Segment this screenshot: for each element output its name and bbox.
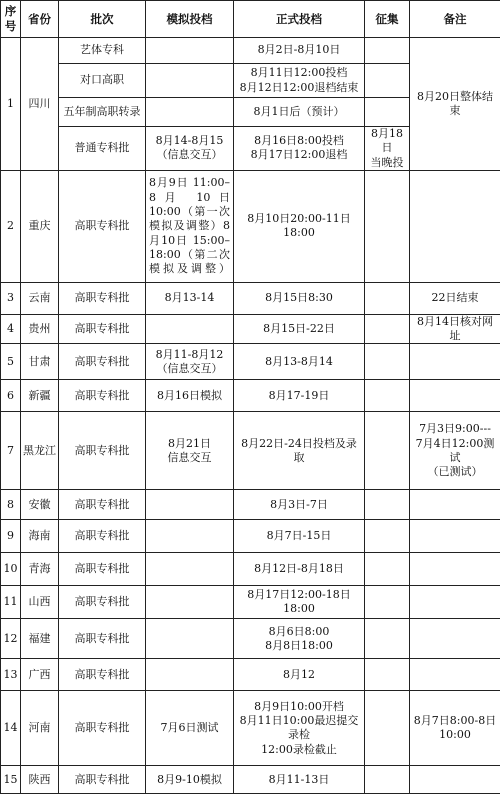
row-batch: 艺体专科 — [59, 38, 146, 64]
row-formal: 8月9日10:00开档 8月11日10:00最迟提交 录检 12:00录检截止 — [234, 691, 365, 766]
row-collect: 8月18日 当晚投 — [365, 127, 410, 171]
row-formal: 8月12 — [234, 659, 365, 691]
row-note — [410, 380, 500, 412]
row-note: 8月7日8:00-8日 10:00 — [410, 691, 500, 766]
row-formal: 8月17日12:00-18日18:00 — [234, 586, 365, 619]
row-formal: 8月16日8:00投档 8月17日12:00退档 — [234, 127, 365, 171]
row-index: 15 — [1, 766, 21, 794]
row-batch: 高职专科批 — [59, 691, 146, 766]
row-batch: 高职专科批 — [59, 314, 146, 344]
table-row — [1, 553, 500, 586]
row-mock — [146, 659, 234, 691]
row-note: 22日结束 — [410, 282, 500, 314]
row-collect — [365, 170, 410, 282]
row-note — [410, 490, 500, 520]
row-note: 8月14日核对网址 — [410, 314, 500, 344]
row-formal: 8月11-13日 — [234, 766, 365, 794]
row-collect — [365, 380, 410, 412]
row-batch: 高职专科批 — [59, 619, 146, 659]
row-collect — [365, 412, 410, 490]
row-note — [410, 553, 500, 586]
row-formal: 8月13-8月14 — [234, 344, 365, 380]
row-batch: 高职专科批 — [59, 380, 146, 412]
row-note — [410, 766, 500, 794]
row-collect — [365, 64, 410, 98]
row-batch: 高职专科批 — [59, 170, 146, 282]
row-collect — [365, 98, 410, 127]
header-province: 省份 — [21, 1, 59, 38]
row-collect — [365, 282, 410, 314]
row-collect — [365, 344, 410, 380]
row-province: 青海 — [21, 553, 59, 586]
row-province: 新疆 — [21, 380, 59, 412]
row-formal: 8月2日-8月10日 — [234, 38, 365, 64]
row-mock — [146, 64, 234, 98]
row-province: 福建 — [21, 619, 59, 659]
row-mock: 8月21日 信息交互 — [146, 412, 234, 490]
row-formal: 8月15日8:30 — [234, 282, 365, 314]
row-batch: 普通专科批 — [59, 127, 146, 171]
row-mock: 7月6日测试 — [146, 691, 234, 766]
row-mock — [146, 586, 234, 619]
row-index: 1 — [1, 38, 21, 171]
row-mock: 8月14-8月15 （信息交互） — [146, 127, 234, 171]
row-mock — [146, 553, 234, 586]
row-batch: 对口高职 — [59, 64, 146, 98]
row-mock — [146, 38, 234, 64]
row-province: 广西 — [21, 659, 59, 691]
row-mock — [146, 98, 234, 127]
header-index: 序号 — [1, 1, 21, 38]
row-batch: 五年制高职转录 — [59, 98, 146, 127]
row-index: 7 — [1, 412, 21, 490]
table-row — [1, 412, 500, 490]
header-row — [1, 1, 500, 38]
row-mock: 8月9日 11:00–8月 10日 10:00（第一次模拟及调整）8月10日 15:00–18:00（第二次模拟及调整） — [146, 170, 234, 282]
row-formal: 8月7日-15日 — [234, 520, 365, 553]
row-formal: 8月3日-7日 — [234, 490, 365, 520]
row-note — [410, 344, 500, 380]
row-formal: 8月15日-22日 — [234, 314, 365, 344]
row-batch: 高职专科批 — [59, 490, 146, 520]
table-row — [1, 619, 500, 659]
row-collect — [365, 553, 410, 586]
table-row — [1, 380, 500, 412]
row-formal: 8月11日12:00投档 8月12日12:00退档结束 — [234, 64, 365, 98]
row-index: 2 — [1, 170, 21, 282]
row-index: 8 — [1, 490, 21, 520]
row-index: 4 — [1, 314, 21, 344]
row-index: 6 — [1, 380, 21, 412]
row-formal: 8月22日-24日投档及录取 — [234, 412, 365, 490]
row-note: 8月20日整体结束 — [410, 38, 500, 171]
row-province: 云南 — [21, 282, 59, 314]
row-note — [410, 659, 500, 691]
header-collect: 征集 — [365, 1, 410, 38]
row-formal: 8月17-19日 — [234, 380, 365, 412]
row-collect — [365, 586, 410, 619]
header-batch: 批次 — [59, 1, 146, 38]
row-province: 四川 — [21, 38, 59, 171]
row-mock: 8月13-14 — [146, 282, 234, 314]
row-province: 甘肃 — [21, 344, 59, 380]
table-row — [1, 490, 500, 520]
table-row — [1, 586, 500, 619]
row-province: 河南 — [21, 691, 59, 766]
row-collect — [365, 490, 410, 520]
row-collect — [365, 659, 410, 691]
row-index: 9 — [1, 520, 21, 553]
row-formal: 8月6日8:00 8月8日18:00 — [234, 619, 365, 659]
row-collect — [365, 691, 410, 766]
table-row — [1, 282, 500, 314]
header-formal: 正式投档 — [234, 1, 365, 38]
row-mock: 8月11-8月12 （信息交互） — [146, 344, 234, 380]
row-formal: 8月10日20:00-11日18:00 — [234, 170, 365, 282]
row-collect — [365, 766, 410, 794]
row-collect — [365, 38, 410, 64]
row-province: 山西 — [21, 586, 59, 619]
row-mock — [146, 520, 234, 553]
table-row — [1, 344, 500, 380]
row-batch: 高职专科批 — [59, 766, 146, 794]
row-batch: 高职专科批 — [59, 282, 146, 314]
row-province: 陕西 — [21, 766, 59, 794]
row-index: 13 — [1, 659, 21, 691]
table-row — [1, 659, 500, 691]
row-formal: 8月12日-8月18日 — [234, 553, 365, 586]
row-note — [410, 170, 500, 282]
row-mock: 8月9-10模拟 — [146, 766, 234, 794]
row-batch: 高职专科批 — [59, 659, 146, 691]
row-index: 11 — [1, 586, 21, 619]
row-formal: 8月1日后（预计） — [234, 98, 365, 127]
row-index: 12 — [1, 619, 21, 659]
row-province: 重庆 — [21, 170, 59, 282]
row-province: 黑龙江 — [21, 412, 59, 490]
row-mock — [146, 490, 234, 520]
row-province: 海南 — [21, 520, 59, 553]
header-mock: 模拟投档 — [146, 1, 234, 38]
table-row — [1, 691, 500, 766]
row-index: 14 — [1, 691, 21, 766]
table-row — [1, 38, 500, 64]
row-batch: 高职专科批 — [59, 586, 146, 619]
row-batch: 高职专科批 — [59, 344, 146, 380]
row-index: 5 — [1, 344, 21, 380]
table-row — [1, 520, 500, 553]
row-mock — [146, 314, 234, 344]
row-note — [410, 586, 500, 619]
row-mock — [146, 619, 234, 659]
row-note: 7月3日9:00--- 7月4日12:00测试 （已测试） — [410, 412, 500, 490]
row-index: 3 — [1, 282, 21, 314]
row-mock: 8月16日模拟 — [146, 380, 234, 412]
header-note: 备注 — [410, 1, 500, 38]
row-collect — [365, 619, 410, 659]
row-index: 10 — [1, 553, 21, 586]
row-batch: 高职专科批 — [59, 553, 146, 586]
row-province: 安徽 — [21, 490, 59, 520]
row-note — [410, 619, 500, 659]
table-row — [1, 170, 500, 282]
row-batch: 高职专科批 — [59, 412, 146, 490]
table-row — [1, 766, 500, 794]
row-collect — [365, 520, 410, 553]
row-batch: 高职专科批 — [59, 520, 146, 553]
table-row — [1, 314, 500, 344]
row-collect — [365, 314, 410, 344]
row-note — [410, 520, 500, 553]
row-province: 贵州 — [21, 314, 59, 344]
